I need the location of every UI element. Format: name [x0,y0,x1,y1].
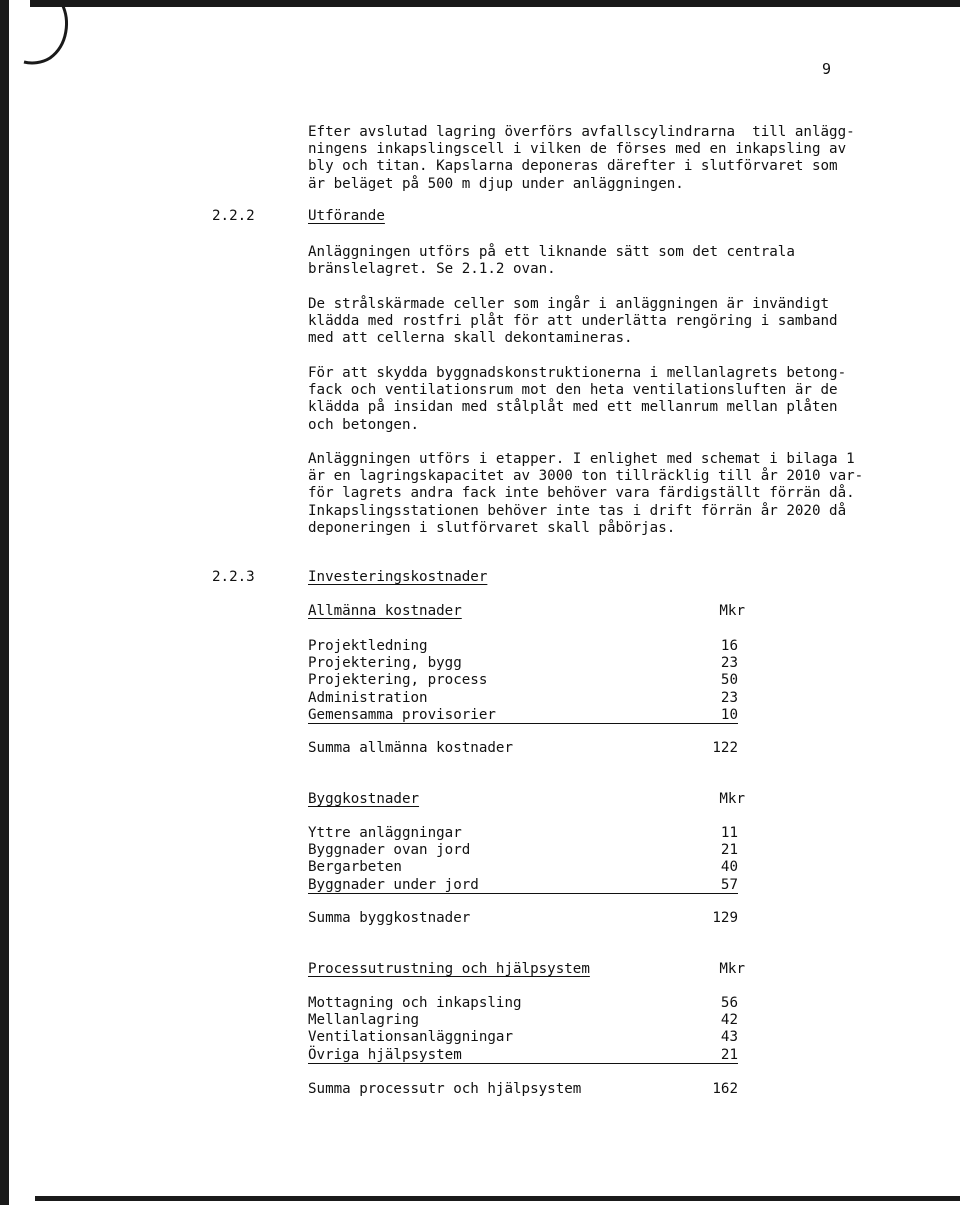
cost-sum-row [308,1081,738,1097]
text-line: bränslelagret. Se 2.1.2 ovan. [308,261,556,278]
text-line: för lagrets andra fack inte behöver vara färdigställt förrän då. [308,485,855,502]
cost-group-title: Allmänna kostnader [308,603,462,619]
intro-paragraph [308,124,855,193]
cost-sum-value: 129 [712,910,738,926]
paragraph-1 [308,244,848,278]
cost-sum-row [308,910,738,926]
text-line: För att skydda byggnadskonstruktionerna i mellanlagrets betong- [308,365,847,381]
cost-value: 43 [720,1029,738,1046]
text-line: och betongen. [308,416,420,433]
cost-sum-row [308,740,738,756]
scan-border-left [0,0,9,1205]
text-line: är beläget på 500 m djup under anläggningen. [308,175,684,192]
cost-label: Administration [308,689,428,706]
cost-row [308,877,738,894]
text-line: ningens inkapslingscell i vilken de förses med en inkapsling av [308,141,847,158]
cost-row [308,1047,738,1064]
scan-corner-mark [0,0,90,70]
section-heading-utforande: Utförande [308,208,385,224]
text-line: med att cellerna skall dekontamineras. [308,330,633,347]
text-line: klädda med rostfri plåt för att underlätta rengöring i samband [308,313,838,330]
cost-group-title: Byggkostnader [308,791,420,807]
cost-sum-label: Summa byggkostnader [308,910,471,926]
cost-list [308,825,738,894]
cost-unit: Mkr [719,961,745,977]
cost-row [308,825,738,842]
paragraph-4 [308,451,864,537]
cost-list [308,638,738,724]
cost-label: Yttre anläggningar [308,825,462,841]
cost-unit: Mkr [719,791,745,807]
cost-row [308,638,738,655]
cost-list [308,995,738,1064]
text-line: klädda på insidan med stålplåt med ett mellanrum mellan plåten [308,399,838,416]
paragraph-3 [308,365,848,434]
cost-group-header [308,603,745,619]
cost-label: Byggnader ovan jord [308,842,471,859]
text-line: Anläggningen utförs i etapper. I enlighet med schemat i bilaga 1 [308,451,855,467]
cost-sum-value: 122 [712,740,738,756]
text-line: bly och titan. Kapslarna deponeras därefter i slutförvaret som [308,158,838,175]
cost-label: Mellanlagring [308,1012,420,1029]
cost-label: Bergarbeten [308,859,402,876]
cost-value: 23 [720,689,738,706]
cost-value: 16 [720,638,738,654]
paragraph-2 [308,296,848,348]
page-number: 9 [822,60,832,78]
cost-value: 40 [720,859,738,876]
cost-label: Gemensamma provisorier [308,706,496,723]
text-line: Inkapslingsstationen behöver inte tas i drift förrän år 2020 då [308,502,847,519]
cost-value: 23 [720,655,738,672]
cost-value: 21 [720,1046,738,1063]
cost-value: 57 [720,876,738,893]
cost-label: Projektledning [308,638,428,654]
scan-border-top [30,0,960,7]
cost-label: Byggnader under jord [308,876,479,893]
text-line: Anläggningen utförs på ett liknande sätt som det centrala [308,244,795,260]
cost-sum-value: 162 [712,1081,738,1097]
text-line: är en lagringskapacitet av 3000 ton tillräcklig till år 2010 var- [308,468,864,485]
cost-row [308,690,738,707]
cost-row [308,859,738,876]
text-line: Efter avslutad lagring överförs avfallscylindrarna till anlägg- [308,124,855,140]
cost-sum-label: Summa allmänna kostnader [308,740,513,756]
cost-group-header [308,961,745,977]
cost-group-title: Processutrustning och hjälpsystem [308,961,590,977]
cost-sum-label: Summa processutr och hjälpsystem [308,1081,582,1097]
section-number-222: 2.2.2 [212,208,255,224]
cost-label: Projektering, bygg [308,655,462,672]
cost-row [308,995,738,1012]
cost-row [308,842,738,859]
cost-unit: Mkr [719,603,745,619]
section-heading-investeringskostnader: Investeringskostnader [308,569,488,585]
cost-label: Övriga hjälpsystem [308,1046,462,1063]
cost-value: 50 [720,672,738,689]
cost-value: 11 [720,825,738,841]
cost-row [308,707,738,724]
section-number-223: 2.2.3 [212,569,255,585]
cost-value: 10 [720,706,738,723]
cost-value: 21 [720,842,738,859]
cost-row [308,1029,738,1046]
cost-group-header [308,791,745,807]
text-line: deponeringen i slutförvaret skall påbörjas. [308,519,676,536]
cost-label: Ventilationsanläggningar [308,1029,513,1046]
scan-border-bottom [35,1196,960,1201]
cost-value: 42 [720,1012,738,1029]
cost-label: Projektering, process [308,672,488,689]
cost-row [308,1012,738,1029]
cost-value: 56 [720,995,738,1011]
cost-row [308,672,738,689]
text-line: De strålskärmade celler som ingår i anläggningen är invändigt [308,296,830,312]
cost-label: Mottagning och inkapsling [308,995,522,1011]
cost-row [308,655,738,672]
text-line: fack och ventilationsrum mot den heta ventilationsluften är de [308,382,838,399]
